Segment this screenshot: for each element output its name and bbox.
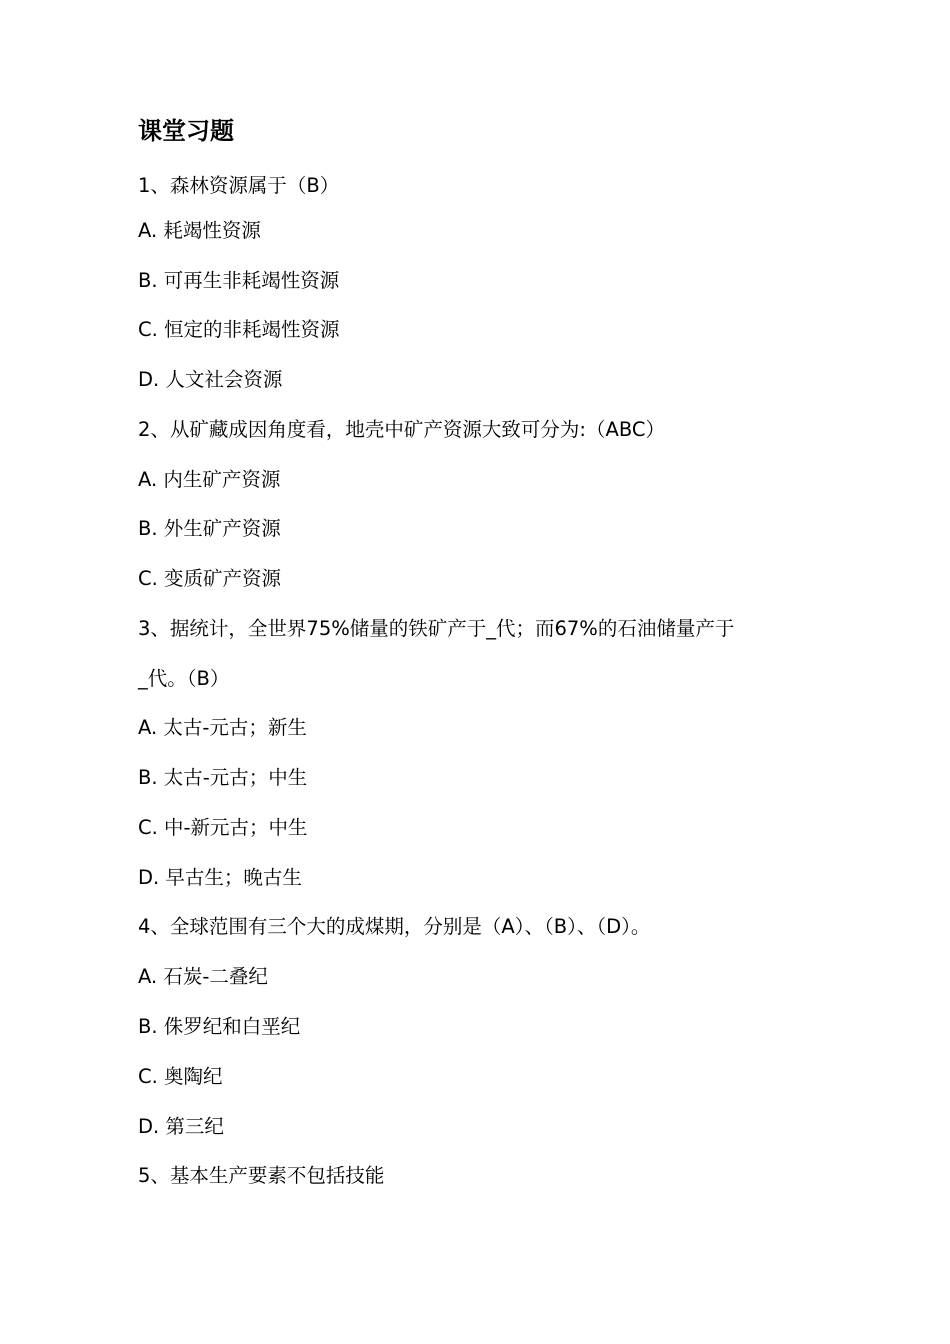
question-1-option-c: C. 恒定的非耗竭性资源 xyxy=(138,318,340,341)
question-1: 1、森林资源属于（B） xyxy=(138,174,340,197)
question-3-option-b: B. 太古-元古；中生 xyxy=(138,766,308,789)
question-3-option-c: C. 中-新元古；中生 xyxy=(138,816,308,839)
question-1-option-d: D. 人文社会资源 xyxy=(138,368,283,391)
question-2-option-c: C. 变质矿产资源 xyxy=(138,567,282,590)
question-4-option-a: A. 石炭-二叠纪 xyxy=(138,965,268,988)
question-4-option-d: D. 第三纪 xyxy=(138,1115,224,1138)
page-title: 课堂习题 xyxy=(138,117,234,145)
question-4-option-b: B. 侏罗纪和白垩纪 xyxy=(138,1015,301,1038)
question-2-option-b: B. 外生矿产资源 xyxy=(138,517,281,540)
question-5: 5、基本生产要素不包括技能 xyxy=(138,1164,385,1187)
question-1-option-a: A. 耗竭性资源 xyxy=(138,219,261,242)
question-3-continuation: _代。（B） xyxy=(138,667,230,690)
question-3-option-a: A. 太古-元古；新生 xyxy=(138,716,307,739)
question-1-option-b: B. 可再生非耗竭性资源 xyxy=(138,269,340,292)
question-3-option-d: D. 早古生；晚古生 xyxy=(138,866,302,889)
question-4-option-c: C. 奥陶纪 xyxy=(138,1065,223,1088)
question-3: 3、据统计，全世界75%储量的铁矿产于_代；而67%的石油储量产于 xyxy=(138,617,735,640)
question-4: 4、全球范围有三个大的成煤期，分别是（A）、（B）、（D）。 xyxy=(138,915,651,938)
question-2: 2、从矿藏成因角度看，地壳中矿产资源大致可分为:（ABC） xyxy=(138,418,665,441)
question-2-option-a: A. 内生矿产资源 xyxy=(138,468,281,491)
